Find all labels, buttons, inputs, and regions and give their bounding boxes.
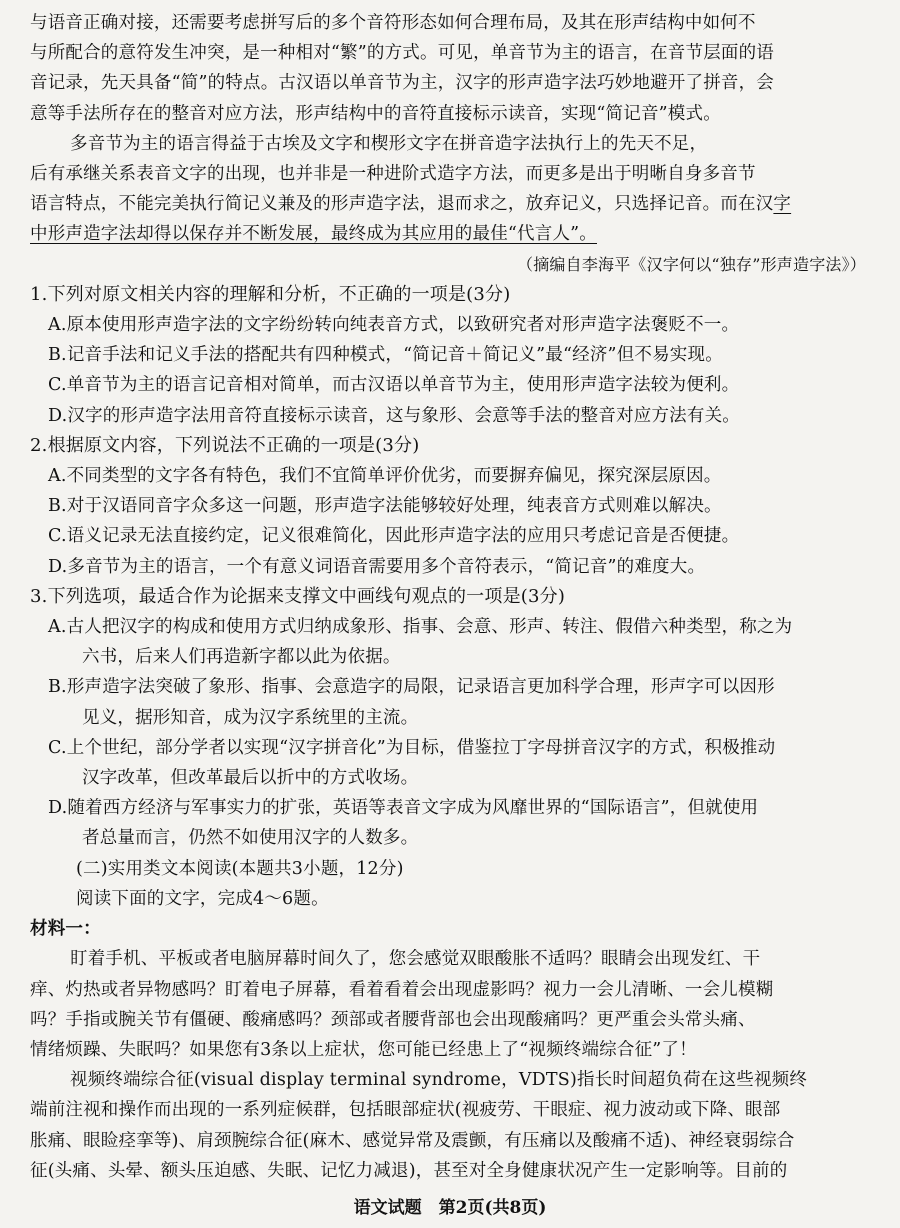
option-a: A.不同类型的文字各有特色，我们不宜简单评价优劣，而要摒弃偏见，探究深层原因。 xyxy=(48,466,722,487)
text-line: 视频终端综合征(visual display terminal syndrome，VDTS)指长时间超负荷在这些视频终 xyxy=(70,1070,808,1091)
section-title: (二)实用类文本阅读(本题共3小题，12分) xyxy=(76,858,404,879)
text-line: 吗？手指或腕关节有僵硬、酸痛感吗？颈部或者腰背部也会出现酸痛吗？更严重会头常头痛、 xyxy=(30,1009,756,1030)
question-stem: 2.根据原文内容，下列说法不正确的一项是(3分) xyxy=(30,434,420,456)
question-stem: 3.下列选项，最适合作为论据来支撑文中画线句观点的一项是(3分) xyxy=(30,585,566,607)
passage1-paragraph1 xyxy=(30,8,872,129)
option-c: C.上个世纪，部分学者以实现“汉字拼音化”为目标，借鉴拉丁字母拼音汉字的方式，积极推动 xyxy=(48,737,776,758)
text-line: 后有承继关系表音文字的出现，也并非是一种进阶式造字方法，而更多是出于明晰自身多音节 xyxy=(30,164,756,185)
text-line: 音记录，先天具备“简”的特点。古汉语以单音节为主，汉字的形声造字法巧妙地避开了拼音，会 xyxy=(30,73,774,94)
passage1-paragraph2 xyxy=(30,129,872,280)
underlined-sentence: 字 xyxy=(773,194,792,215)
option-d: D.多音节为主的语言，一个有意义词语音需要用多个音符表示，“简记音”的难度大。 xyxy=(48,556,706,577)
option-a-continued: 六书，后来人们再造新字都以此为依据。 xyxy=(82,647,401,668)
option-b: B.形声造字法突破了象形、指事、会意造字的局限，记录语言更加科学合理，形声字可以因形 xyxy=(48,677,775,698)
material-label: 材料一： xyxy=(30,919,101,940)
text-line: 多音节为主的语言得益于古埃及文字和楔形文字在拼音造字法执行上的先天不足， xyxy=(70,133,708,154)
option-c: C.语义记录无法直接约定，记义很难简化，因此形声造字法的应用只考虑记音是否便捷。 xyxy=(48,526,740,547)
text-line: 端前注视和操作而出现的一系列症候群，包括眼部症状(视疲劳、干眼症、视力波动或下降、眼部 xyxy=(30,1100,781,1121)
text-line: 痒、灼热或者异物感吗？盯着电子屏幕，看着看着会出现虚影吗？视力一会儿清晰、一会儿模糊 xyxy=(30,979,774,1000)
text-line xyxy=(30,189,872,219)
option-b: B.记音手法和记义手法的搭配共有四种模式，“简记音＋简记义”最“经济”但不易实现。 xyxy=(48,345,723,366)
page-footer: 语文试题 第2页(共8页) xyxy=(353,1198,547,1218)
option-c: C.单音节为主的语言记音相对简单，而古汉语以单音节为主，使用形声造字法较为便利。 xyxy=(48,375,740,396)
option-b-continued: 见义，据形知音，成为汉字系统里的主流。 xyxy=(82,707,419,728)
option-c-continued: 汉字改革，但改革最后以折中的方式收场。 xyxy=(82,768,419,789)
text-line: 征(头痛、头晕、额头压迫感、失眠、记忆力减退)，甚至对全身健康状况产生一定影响等。目前的 xyxy=(30,1160,788,1181)
text-line: 盯着手机、平板或者电脑屏幕时间久了，您会感觉双眼酸胀不适吗？眼睛会出现发红、干 xyxy=(70,949,761,970)
option-d: D.随着西方经济与军事实力的扩张，英语等表音文字成为风靡世界的“国际语言”，但就使用 xyxy=(48,798,759,819)
question-1 xyxy=(30,280,872,431)
text-line: 情绪烦躁、失眠吗？如果您有3条以上症状，您可能已经患上了“视频终端综合征”了！ xyxy=(30,1039,697,1060)
option-a: A.古人把汉字的构成和使用方式归纳成象形、指事、会意、形声、转注、假借六种类型，称之为 xyxy=(48,617,793,638)
material-1 xyxy=(30,914,872,1186)
section-2-header xyxy=(30,854,872,914)
text-line: 胀痛、眼睑痉挛等)、肩颈腕综合征(麻木、感觉异常及震颤，有压痛以及酸痛不适)、神经衰弱综合 xyxy=(30,1130,795,1151)
text-line xyxy=(30,219,872,249)
text-line: 意等手法所存在的整音对应方法，形声结构中的音符直接标示读音，实现“简记音”模式。 xyxy=(30,103,721,124)
text-line: 与语音正确对接，还需要考虑拼写后的多个音符形态如何合理布局，及其在形声结构中如何不 xyxy=(30,13,756,33)
text-line: 与所配合的意符发生冲突，是一种相对“繁”的方式。可见，单音节为主的语言，在音节层面的语 xyxy=(30,43,774,64)
question-stem: 1.下列对原文相关内容的理解和分析，不正确的一项是(3分) xyxy=(30,283,511,305)
underlined-sentence: 中形声造字法却得以保存并不断发展，最终成为其应用的最佳“代言人”。 xyxy=(30,224,597,245)
source-citation: （摘编自李海平《汉字何以“独存”形声造字法》） xyxy=(517,254,866,274)
section-instruction: 阅读下面的文字，完成4～6题。 xyxy=(76,888,329,909)
option-d: D.汉字的形声造字法用音符直接标示读音，这与象形、会意等手法的整音对应方法有关。 xyxy=(48,405,740,426)
option-b: B.对于汉语同音字众多这一问题，形声造字法能够较好处理，纯表音方式则难以解决。 xyxy=(48,496,722,517)
option-d-continued: 者总量而言，仍然不如使用汉字的人数多。 xyxy=(82,828,419,849)
question-2 xyxy=(30,431,872,582)
text-segment: 语言特点，不能完美执行简记义兼及的形声造字法，退而求之，放弃记义，只选择记音。而在汉 xyxy=(30,194,774,215)
question-3 xyxy=(30,582,872,854)
option-a: A.原本使用形声造字法的文字纷纷转向纯表音方式，以致研究者对形声造字法褒贬不一。 xyxy=(48,315,740,336)
